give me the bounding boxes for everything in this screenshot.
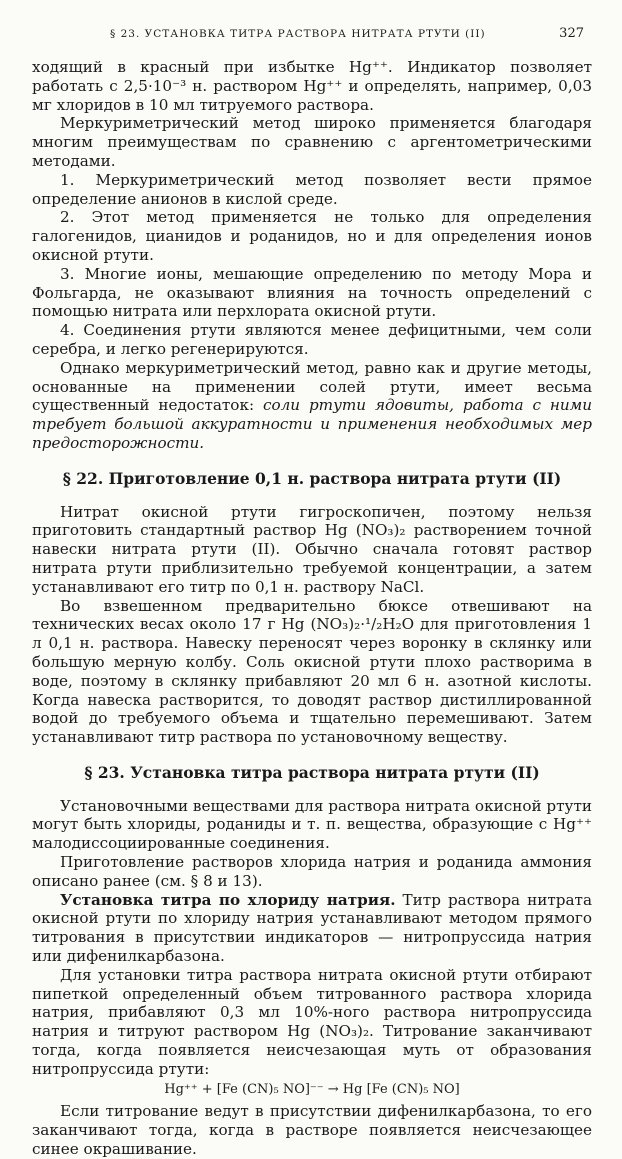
paragraph <box>32 891 592 966</box>
paragraph: Во взвешенном предварительно бюксе отвешивают на технических весах около 17 г Hg (NO₃)₂·¹/₂H₂O для приготовления 1 л 0,1 н. раствора. Навеску переносят через воронку в склянку или большую мерную колбу. Соль окисной ртути плохо растворима в воде, поэтому в склянку прибавляют 20 мл 6 н. азотной кислоты. Когда навеска растворится, то доводят раствор дистиллированной водой до требуемого объема и тщательно перемешивают. Затем устанавливают титр раствора по установочному веществу. <box>32 596 592 747</box>
paragraph: ходящий в красный при избытке Hg⁺⁺. Индикатор позволяет работать с 2,5·10⁻³ н. раствором Hg⁺⁺ и определять, например, 0,03 мг хлоридов в 10 мл титруемого раствора. <box>32 58 592 114</box>
equation-text: Hg⁺⁺ + [Fe (CN)₅ NO]⁻⁻ → Hg [Fe (CN)₅ NO] <box>164 1081 460 1097</box>
reaction-equation <box>32 1081 592 1100</box>
warning-text: соли ртути ядовиты, работа с ними требует большой аккуратности и применения необходимых мер предосторожности. <box>32 396 592 452</box>
list-item: 3. Многие ионы, мешающие определению по методу Мора и Фольгарда, не оказывают влияния на точность определений с помощью нитрата или перхлората окисной ртути. <box>32 264 592 321</box>
paragraph: Для установки титра раствора нитрата окисной ртути отбирают пипеткой определенный объем титрованного раствора хлорида натрия, прибавляют 0,3 мл 10%-ного раствора нитропруссида натрия и титруют раствором Hg (NO₃)₂. Титрование заканчивают тогда, когда появляется неисчезающая муть от образования нитропруссида ртути: <box>32 965 592 1078</box>
section-heading-23: § 23. Установка титра раствора нитрата ртути (II) <box>84 762 540 782</box>
list-item: 1. Меркуриметрический метод позволяет вести прямое определение анионов в кислой среде. <box>32 170 592 208</box>
section-heading-22: § 22. Приготовление 0,1 н. раствора нитрата ртути (II) <box>62 468 562 488</box>
paragraph <box>32 359 592 453</box>
list-item: 4. Соединения ртути являются менее дефицитными, чем соли серебра, и легко регенерируются. <box>32 321 592 358</box>
paragraph: Установочными веществами для раствора нитрата окисной ртути могут быть хлориды, роданиды и т. п. вещества, образующие с Hg⁺⁺ малодиссоциированные соединения. <box>32 796 592 853</box>
paragraph: Нитрат окисной ртути гигроскопичен, поэтому нельзя приготовить стандартный раствор Hg (NO₃)₂ растворением точной навески нитрата ртути (II). Обычно сначала готовят раствор нитрата ртути приблизительно требуемой концентрации, а затем устанавливают его титр по 0,1 н. раствору NaCl. <box>32 502 592 596</box>
paragraph: Если титрование ведут в присутствии дифенилкарбазона, то его заканчивают тогда, когда в растворе появляется неисчезающее синее окрашивание. <box>32 1102 592 1159</box>
page-body <box>32 58 592 1159</box>
paragraph-text: Однако меркуриметрический метод, равно как и другие методы, основанные на применении солей ртути, имеет весьма существенный недостаток: <box>32 358 592 415</box>
paragraph: Меркуриметрический метод широко применяется благодаря многим преимуществам по сравнению с аргентометрическими методами. <box>32 114 592 170</box>
page-number: 327 <box>559 26 584 41</box>
running-header <box>60 26 584 44</box>
running-header-title: § 23. УСТАНОВКА ТИТРА РАСТВОРА НИТРАТА РТУТИ (II) <box>110 28 486 40</box>
list-item: 2. Этот метод применяется не только для определения галогенидов, цианидов и роданидов, но и для определения ионов окисной ртути. <box>32 208 592 264</box>
subheading: Установка титра по хлориду натрия. <box>60 890 396 909</box>
paragraph: Приготовление растворов хлорида натрия и роданида аммония описано ранее (см. § 8 и 13). <box>32 853 592 890</box>
paragraph-text: Титр раствора нитрата окисной ртути по хлориду натрия устанавливают методом прямого титрования в присутствии индикаторов — нитропруссида натрия или дифенилкарбазона. <box>32 890 592 966</box>
